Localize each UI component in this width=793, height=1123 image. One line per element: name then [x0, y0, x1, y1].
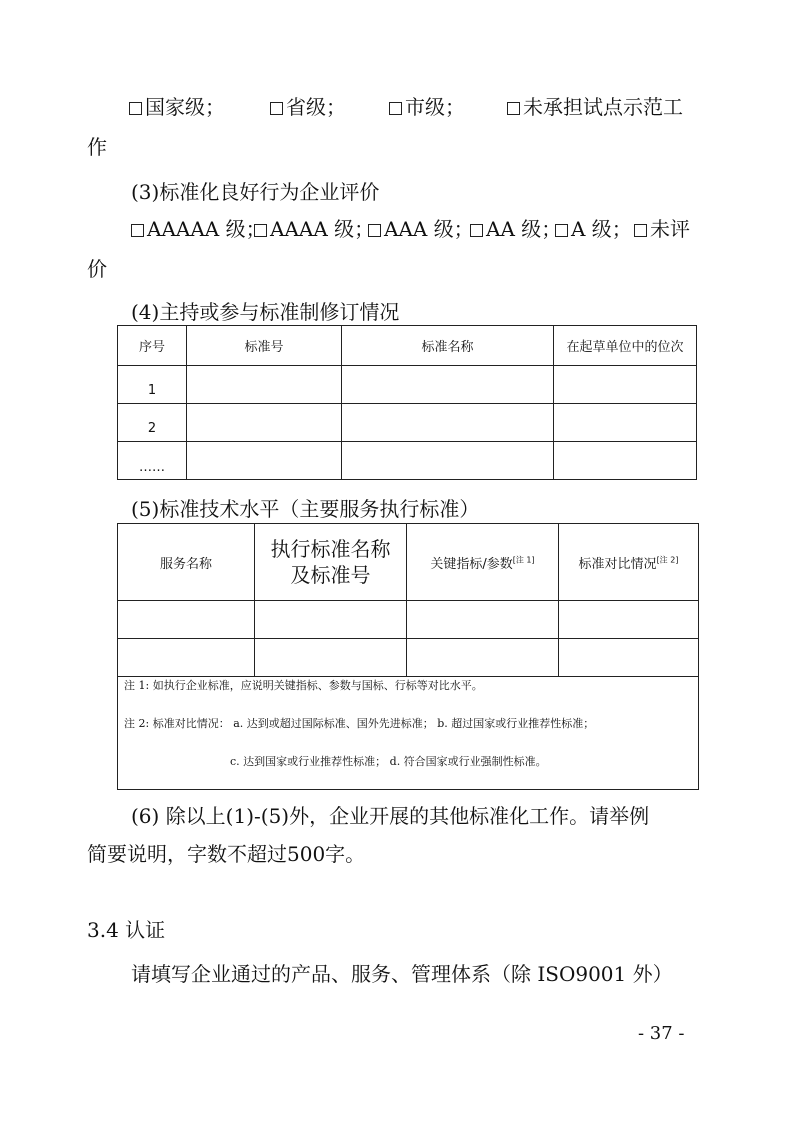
table-cell[interactable] [187, 366, 342, 404]
table-cell[interactable] [255, 639, 407, 677]
table-row [118, 404, 697, 442]
col-header-key-indicators: 关键指标/参数[注 1] [407, 524, 559, 601]
eval-wrap-text: 价 [87, 257, 107, 281]
checkbox[interactable] [129, 102, 142, 115]
level-option-national: 国家级； [129, 95, 225, 119]
eval-option-none: 未评 [634, 217, 690, 241]
eval-option-1a: A 级； [555, 217, 632, 241]
table-notes-row [118, 677, 699, 790]
eval-option-2a: AA 级； [470, 217, 561, 241]
checkbox[interactable] [555, 224, 568, 237]
page-number: - 37 - [638, 1023, 685, 1044]
row-index: 2 [118, 404, 187, 442]
col-header-standard-no: 标准号 [187, 326, 342, 366]
table-cell[interactable] [187, 404, 342, 442]
table-cell[interactable] [342, 366, 554, 404]
note-1: 注 1: 如执行企业标准，应说明关键指标、参数与国标、行标等对比水平。 [124, 679, 483, 692]
table-row [118, 442, 697, 480]
eval-option-3a: AAA 级； [368, 217, 474, 241]
sec6-line2: 简要说明，字数不超过500字。 [87, 842, 366, 866]
table-row [118, 639, 699, 677]
table-row [118, 366, 697, 404]
sec34-title: 3.4 认证 [87, 918, 166, 942]
sec6-line1: (6) 除以上(1)-(5)外，企业开展的其他标准化工作。请举例 [131, 804, 650, 828]
col-header-rank: 在起草单位中的位次 [554, 326, 697, 366]
table-cell[interactable] [407, 601, 559, 639]
eval-options-line [0, 217, 793, 243]
table-header-row [118, 326, 697, 366]
checkbox[interactable] [507, 102, 520, 115]
sec5-title: (5)标准技术水平（主要服务执行标准） [131, 497, 480, 521]
table-notes [118, 677, 699, 790]
eval-option-5a: AAAAA 级； [131, 217, 266, 241]
table-row [118, 601, 699, 639]
checkbox[interactable] [389, 102, 402, 115]
level-option-city: 市级； [389, 95, 465, 119]
table-cell[interactable] [559, 639, 699, 677]
col-header-exec-standard [255, 524, 407, 601]
level-wrap-text: 作 [87, 135, 107, 159]
note-2-continued: c. 达到国家或行业推荐性标准； d. 符合国家或行业强制性标准。 [230, 755, 547, 768]
row-index: …… [118, 442, 187, 480]
eval-option-4a: AAAA 级； [254, 217, 374, 241]
note-2: 注 2: 标准对比情况： a. 达到或超过国际标准、国外先进标准； b. 超过国家或行业推荐性标准； [124, 717, 595, 730]
table-cell[interactable] [187, 442, 342, 480]
table-cell[interactable] [342, 442, 554, 480]
level-options-line [0, 95, 793, 121]
sec34-text: 请填写企业通过的产品、服务、管理体系（除 ISO9001 外） [131, 962, 673, 986]
checkbox[interactable] [368, 224, 381, 237]
table-cell[interactable] [118, 639, 255, 677]
tech-level-table [117, 523, 699, 790]
col-header-service-name: 服务名称 [118, 524, 255, 601]
col-header-index: 序号 [118, 326, 187, 366]
table-cell[interactable] [255, 601, 407, 639]
sec3-title: (3)标准化良好行为企业评价 [131, 180, 380, 204]
table-cell[interactable] [407, 639, 559, 677]
checkbox[interactable] [270, 102, 283, 115]
checkbox[interactable] [254, 224, 267, 237]
table-cell[interactable] [554, 404, 697, 442]
level-option-none: 未承担试点示范工 [507, 95, 683, 119]
table-cell[interactable] [554, 366, 697, 404]
table-cell[interactable] [554, 442, 697, 480]
col-header-standard-name: 标准名称 [342, 326, 554, 366]
table-cell[interactable] [559, 601, 699, 639]
checkbox[interactable] [470, 224, 483, 237]
standards-table [117, 325, 697, 480]
row-index: 1 [118, 366, 187, 404]
exec-standard-line2: 及标准号 [290, 563, 371, 587]
sec4-title: (4)主持或参与标准制修订情况 [131, 300, 400, 324]
checkbox[interactable] [634, 224, 647, 237]
table-header-row [118, 524, 699, 601]
table-cell[interactable] [342, 404, 554, 442]
table-cell[interactable] [118, 601, 255, 639]
col-header-comparison: 标准对比情况[注 2] [559, 524, 699, 601]
checkbox[interactable] [131, 224, 144, 237]
note-ref-1: [注 1] [512, 555, 535, 565]
exec-standard-line1: 执行标准名称 [270, 537, 391, 561]
level-option-province: 省级； [270, 95, 346, 119]
note-ref-2: [注 2] [656, 555, 679, 565]
